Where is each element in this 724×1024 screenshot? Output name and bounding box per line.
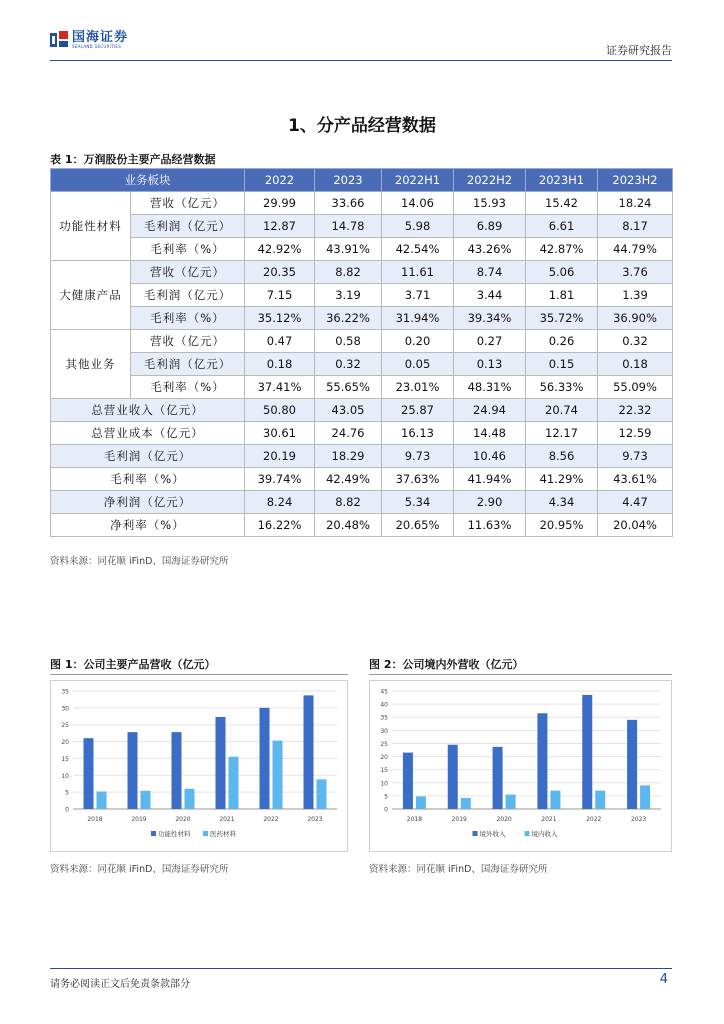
value-cell: 6.61 [526, 215, 598, 238]
table-row [51, 422, 673, 445]
bar-series-b [640, 785, 650, 809]
footer-divider [50, 968, 672, 969]
x-tick-label: 2021 [219, 816, 235, 823]
value-cell: 29.99 [245, 192, 315, 215]
bar-series-b [461, 798, 471, 809]
row-label-cell: 营收（亿元） [131, 330, 245, 353]
report-type: 证券研究报告 [606, 44, 672, 57]
group-name-cell: 大健康产品 [51, 261, 131, 330]
value-cell: 0.18 [598, 353, 673, 376]
value-cell: 20.74 [526, 399, 598, 422]
legend-label: 境外收入 [479, 830, 506, 838]
bar-series-a [582, 695, 592, 809]
value-cell: 0.26 [526, 330, 598, 353]
value-cell: 18.24 [598, 192, 673, 215]
value-cell: 3.44 [454, 284, 526, 307]
bar-series-b [506, 795, 516, 809]
value-cell: 37.63% [382, 468, 454, 491]
value-cell: 6.89 [454, 215, 526, 238]
value-cell: 3.76 [598, 261, 673, 284]
value-cell: 33.66 [315, 192, 382, 215]
figure-1-caption-rule [50, 674, 348, 675]
bar-series-a [216, 717, 226, 809]
table-row [51, 284, 673, 307]
header-cell: 2023H2 [598, 169, 673, 192]
value-cell: 24.76 [315, 422, 382, 445]
value-cell: 8.82 [315, 491, 382, 514]
value-cell: 55.09% [598, 376, 673, 399]
bar-series-a [260, 708, 270, 809]
value-cell: 43.26% [454, 238, 526, 261]
y-tick-label: 40 [380, 701, 388, 709]
figure-1-caption: 图 1：公司主要产品营收（亿元） [50, 658, 216, 671]
legend-swatch [203, 831, 208, 836]
value-cell: 41.94% [454, 468, 526, 491]
value-cell: 8.82 [315, 261, 382, 284]
row-label-cell: 毛利率（%） [131, 307, 245, 330]
row-label-cell: 营收（亿元） [131, 261, 245, 284]
value-cell: 8.56 [526, 445, 598, 468]
value-cell: 43.05 [315, 399, 382, 422]
value-cell: 0.05 [382, 353, 454, 376]
y-tick-label: 25 [380, 740, 388, 748]
value-cell: 42.87% [526, 238, 598, 261]
header-cell: 2023H1 [526, 169, 598, 192]
value-cell: 35.72% [526, 307, 598, 330]
value-cell: 0.20 [382, 330, 454, 353]
bar-series-b [595, 791, 605, 809]
bar-series-b [185, 789, 195, 809]
value-cell: 43.91% [315, 238, 382, 261]
value-cell: 36.22% [315, 307, 382, 330]
value-cell: 43.61% [598, 468, 673, 491]
group-name-cell: 其他业务 [51, 330, 131, 399]
table-header-row [51, 169, 673, 192]
figure-2-caption-rule [369, 674, 672, 675]
figure-1-chart [50, 680, 348, 852]
value-cell: 11.63% [454, 514, 526, 537]
row-label-cell: 毛利润（亿元） [131, 215, 245, 238]
value-cell: 10.46 [454, 445, 526, 468]
company-logo [50, 31, 128, 49]
value-cell: 15.93 [454, 192, 526, 215]
bar-series-b [97, 791, 107, 809]
value-cell: 5.06 [526, 261, 598, 284]
value-cell: 44.79% [598, 238, 673, 261]
value-cell: 9.73 [382, 445, 454, 468]
value-cell: 20.65% [382, 514, 454, 537]
table-row [51, 307, 673, 330]
row-label-cell: 毛利率（%） [131, 376, 245, 399]
value-cell: 3.19 [315, 284, 382, 307]
value-cell: 16.22% [245, 514, 315, 537]
value-cell: 15.42 [526, 192, 598, 215]
footer-disclaimer: 请务必阅读正文后免责条款部分 [50, 979, 190, 990]
logo-chinese: 国海证券 [72, 30, 129, 45]
value-cell: 20.04% [598, 514, 673, 537]
value-cell: 0.18 [245, 353, 315, 376]
bar-series-b [550, 791, 560, 809]
y-tick-label: 0 [384, 806, 388, 814]
value-cell: 12.17 [526, 422, 598, 445]
value-cell: 36.90% [598, 307, 673, 330]
value-cell: 0.47 [245, 330, 315, 353]
table-row [51, 192, 673, 215]
value-cell: 31.94% [382, 307, 454, 330]
value-cell: 56.33% [526, 376, 598, 399]
value-cell: 12.59 [598, 422, 673, 445]
y-tick-label: 30 [61, 705, 69, 713]
table-row [51, 261, 673, 284]
value-cell: 0.13 [454, 353, 526, 376]
value-cell: 2.90 [454, 491, 526, 514]
value-cell: 5.34 [382, 491, 454, 514]
value-cell: 0.58 [315, 330, 382, 353]
table-row [51, 376, 673, 399]
legend-swatch [151, 831, 156, 836]
value-cell: 1.39 [598, 284, 673, 307]
value-cell: 4.34 [526, 491, 598, 514]
x-tick-label: 2020 [496, 816, 512, 823]
table-row [51, 215, 673, 238]
x-tick-label: 2018 [406, 816, 423, 823]
y-tick-label: 20 [61, 739, 69, 747]
value-cell: 3.71 [382, 284, 454, 307]
legend-swatch [473, 831, 478, 836]
value-cell: 20.48% [315, 514, 382, 537]
total-label-cell: 净利率（%） [51, 514, 245, 537]
y-tick-label: 10 [380, 780, 388, 788]
figure-2-source: 资料来源：同花顺 iFinD、国海证券研究所 [369, 864, 548, 875]
value-cell: 20.19 [245, 445, 315, 468]
value-cell: 37.41% [245, 376, 315, 399]
row-label-cell: 毛利润（亿元） [131, 284, 245, 307]
value-cell: 24.94 [454, 399, 526, 422]
table-row [51, 399, 673, 422]
value-cell: 20.95% [526, 514, 598, 537]
value-cell: 8.74 [454, 261, 526, 284]
total-label-cell: 毛利率（%） [51, 468, 245, 491]
table-row [51, 353, 673, 376]
x-tick-label: 2023 [630, 816, 647, 823]
value-cell: 30.61 [245, 422, 315, 445]
value-cell: 42.49% [315, 468, 382, 491]
value-cell: 5.98 [382, 215, 454, 238]
bar-series-a [128, 732, 138, 809]
page-number: 4 [659, 972, 668, 987]
bar-series-b [229, 757, 239, 809]
x-tick-label: 2022 [586, 816, 602, 823]
figure-2-chart [369, 680, 672, 852]
total-label-cell: 毛利润（亿元） [51, 445, 245, 468]
y-tick-label: 15 [61, 755, 69, 763]
value-cell: 35.12% [245, 307, 315, 330]
table-row [51, 468, 673, 491]
logo-english: SEALAND SECURITIES [72, 44, 122, 49]
bar-series-a [172, 732, 182, 809]
value-cell: 39.34% [454, 307, 526, 330]
total-label-cell: 净利润（亿元） [51, 491, 245, 514]
row-label-cell: 营收（亿元） [131, 192, 245, 215]
y-tick-label: 30 [380, 727, 388, 735]
y-tick-label: 45 [380, 688, 388, 696]
header-cell: 2022H2 [454, 169, 526, 192]
y-tick-label: 5 [65, 789, 69, 797]
bar-series-b [273, 741, 283, 809]
x-tick-label: 2022 [263, 816, 279, 823]
table-row [51, 330, 673, 353]
bar-series-a [84, 738, 94, 809]
value-cell: 25.87 [382, 399, 454, 422]
x-tick-label: 2023 [307, 816, 323, 823]
y-tick-label: 20 [380, 754, 388, 762]
value-cell: 41.29% [526, 468, 598, 491]
value-cell: 42.92% [245, 238, 315, 261]
table-row [51, 514, 673, 537]
x-tick-label: 2019 [131, 816, 147, 823]
figure-2-caption: 图 2：公司境内外营收（亿元） [369, 658, 524, 671]
y-tick-label: 10 [61, 772, 69, 780]
row-label-cell: 毛利润（亿元） [131, 353, 245, 376]
y-tick-label: 15 [380, 767, 388, 775]
value-cell: 11.61 [382, 261, 454, 284]
value-cell: 8.24 [245, 491, 315, 514]
section-title: 1、分产品经营数据 [288, 116, 436, 136]
total-label-cell: 总营业成本（亿元） [51, 422, 245, 445]
row-label-cell: 毛利率（%） [131, 238, 245, 261]
bar-series-a [304, 695, 314, 809]
y-tick-label: 25 [61, 722, 69, 730]
value-cell: 0.15 [526, 353, 598, 376]
bar-series-a [403, 753, 413, 809]
table-row [51, 491, 673, 514]
value-cell: 14.06 [382, 192, 454, 215]
figure-2-svg [370, 681, 671, 851]
bar-series-a [627, 720, 637, 809]
value-cell: 16.13 [382, 422, 454, 445]
value-cell: 50.80 [245, 399, 315, 422]
header-cell: 2023 [315, 169, 382, 192]
figure-1-source: 资料来源：同花顺 iFinD、国海证券研究所 [50, 864, 229, 875]
total-label-cell: 总营业收入（亿元） [51, 399, 245, 422]
x-tick-label: 2020 [175, 816, 191, 823]
value-cell: 9.73 [598, 445, 673, 468]
legend-label: 境内收入 [531, 830, 558, 838]
value-cell: 14.48 [454, 422, 526, 445]
value-cell: 55.65% [315, 376, 382, 399]
value-cell: 14.78 [315, 215, 382, 238]
table-row [51, 238, 673, 261]
header-cell: 2022 [245, 169, 315, 192]
y-tick-label: 0 [65, 806, 69, 814]
header-divider [50, 60, 672, 61]
bar-series-a [448, 745, 458, 809]
value-cell: 0.27 [454, 330, 526, 353]
value-cell: 7.15 [245, 284, 315, 307]
y-tick-label: 35 [380, 714, 388, 722]
legend-label: 医药材料 [210, 830, 236, 838]
value-cell: 39.74% [245, 468, 315, 491]
legend-swatch [525, 831, 530, 836]
value-cell: 20.35 [245, 261, 315, 284]
value-cell: 4.47 [598, 491, 673, 514]
value-cell: 42.54% [382, 238, 454, 261]
bar-series-b [317, 779, 327, 809]
value-cell: 48.31% [454, 376, 526, 399]
value-cell: 22.32 [598, 399, 673, 422]
value-cell: 1.81 [526, 284, 598, 307]
value-cell: 12.87 [245, 215, 315, 238]
bar-series-a [493, 747, 503, 809]
value-cell: 23.01% [382, 376, 454, 399]
value-cell: 0.32 [315, 353, 382, 376]
x-tick-label: 2018 [87, 816, 103, 823]
group-name-cell: 功能性材料 [51, 192, 131, 261]
y-tick-label: 35 [61, 688, 69, 696]
value-cell: 18.29 [315, 445, 382, 468]
figure-1-svg [51, 681, 347, 851]
bar-series-b [141, 791, 151, 809]
value-cell: 0.32 [598, 330, 673, 353]
table-source: 资料来源：同花顺 iFinD、国海证券研究所 [50, 556, 229, 567]
table-row [51, 445, 673, 468]
y-tick-label: 5 [384, 793, 388, 801]
business-data-table [50, 168, 673, 537]
x-tick-label: 2019 [451, 816, 467, 823]
logo-icon [50, 31, 68, 49]
value-cell: 8.17 [598, 215, 673, 238]
legend-label: 功能性材料 [158, 830, 191, 838]
table-caption: 表 1：万润股份主要产品经营数据 [50, 153, 216, 166]
header-cell: 业务板块 [51, 169, 245, 192]
bar-series-a [537, 713, 547, 809]
bar-series-b [416, 796, 426, 809]
header-cell: 2022H1 [382, 169, 454, 192]
x-tick-label: 2021 [541, 816, 557, 823]
